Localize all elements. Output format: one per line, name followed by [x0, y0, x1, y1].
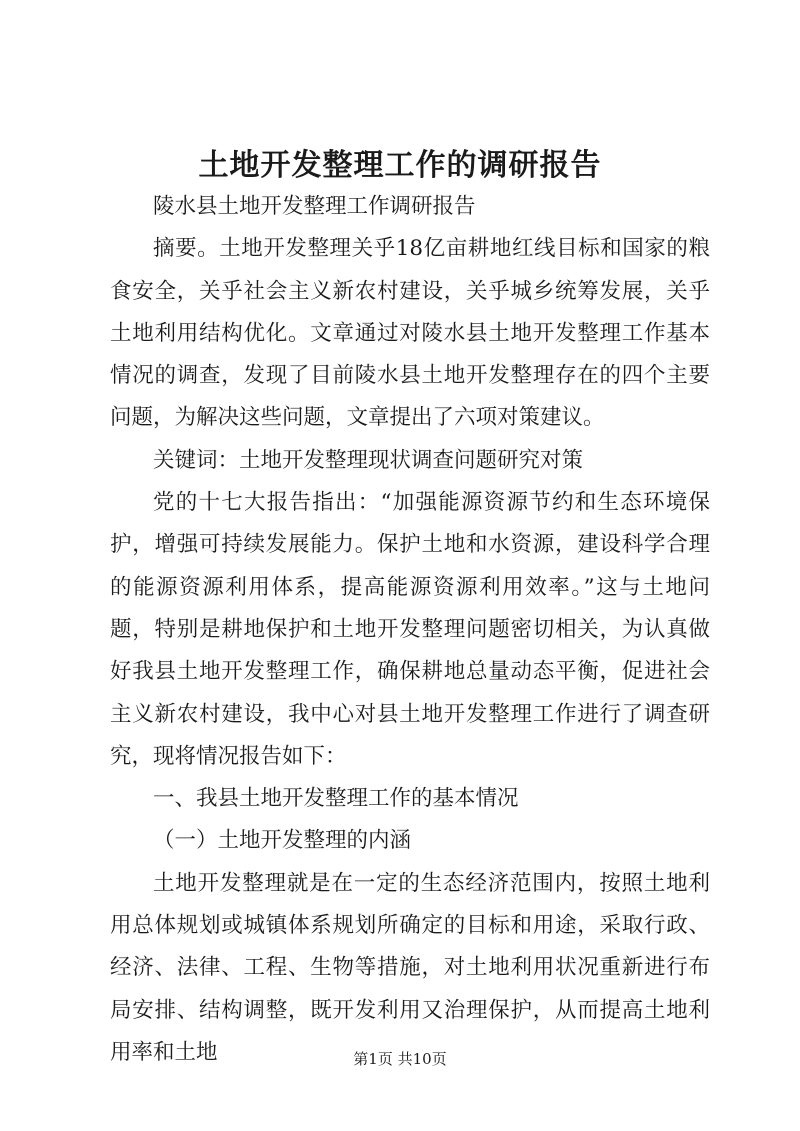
keywords-paragraph: 关键词：土地开发整理现状调查问题研究对策	[153, 447, 584, 473]
intro-paragraph: 党的十七大报告指出：“加强能源资源节约和生态环境保护，增强可持续发展能力。保护土地和水资源，建设科学合理的能源资源利用体系，提高能源资源利用效率。”这与土地问题，特别是耕地保护和土地开发整理问题密切相关，为认真做好我县土地开发整理工作，确保耕地总量动态平衡，促进社会主义新农村建设，我中心对县土地开发整理工作进行了调查研究，现将情况报告如下：	[110, 490, 710, 769]
section-heading: 一、我县土地开发整理工作的基本情况	[153, 786, 519, 812]
document-title: 土地开发整理工作的调研报告	[198, 148, 602, 183]
subsection-heading: （一）土地开发整理的内涵	[153, 828, 412, 854]
subtitle-paragraph: 陵水县土地开发整理工作调研报告	[153, 194, 476, 219]
abstract-paragraph: 摘要。土地开发整理关乎18亿亩耕地红线目标和国家的粮食安全，关乎社会主义新农村建设，关乎城乡统筹发展，关乎土地利用结构优化。文章通过对陵水县土地开发整理工作基本情况的调查，发现了目前陵水县土地开发整理存在的四个主要问题，为解决这些问题，文章提出了六项对策建议。	[110, 236, 710, 431]
page-number-footer: 第1页 共10页	[353, 1050, 447, 1068]
document-body	[110, 186, 710, 1074]
definition-paragraph: 土地开发整理就是在一定的生态经济范围内，按照土地利用总体规划或城镇体系规划所确定的目标和用途，采取行政、经济、法律、工程、生物等措施，对土地利用状况重新进行布局安排、结构调整，既开发利用又治理保护，从而提高土地利用率和土地	[110, 870, 710, 1065]
